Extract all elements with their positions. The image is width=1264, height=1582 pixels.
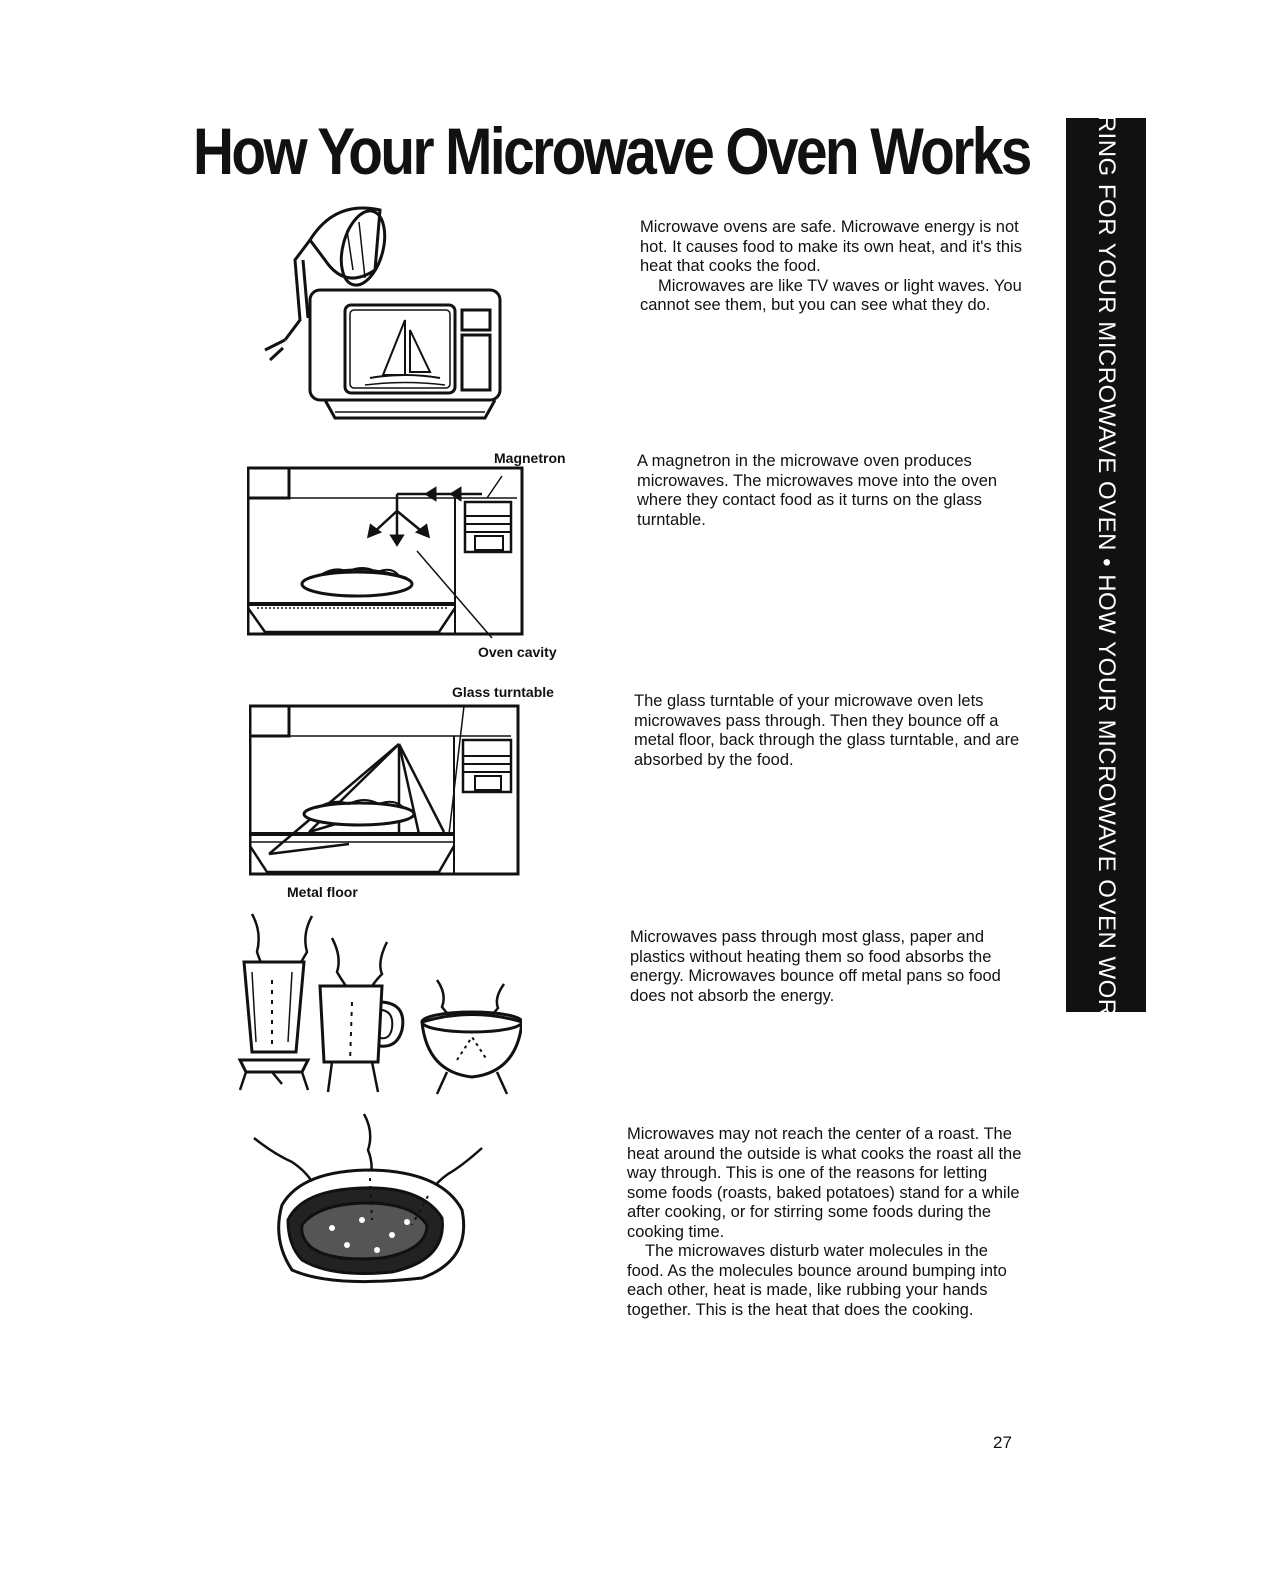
materials-paragraph: Microwaves pass through most glass, paper and plastics without heating them so food absorbs the energy. Microwaves bounce off metal pans so food does not absorb the energy. bbox=[630, 928, 1001, 1005]
roast-text bbox=[627, 1125, 1022, 1320]
lamp-tv-illustration bbox=[255, 200, 515, 430]
turntable-diagram bbox=[249, 704, 521, 878]
turntable-paragraph: The glass turntable of your microwave oven lets microwaves pass through. Then they bounce off a metal floor, back through the glass turntable, and are absorbed by the food. bbox=[634, 692, 1020, 769]
magnetron-paragraph: A magnetron in the microwave oven produces microwaves. The microwaves move into the oven where they contact food as it turns on the glass turntable. bbox=[637, 452, 998, 529]
containers-illustration bbox=[232, 912, 522, 1097]
glass-turntable-label: Glass turntable bbox=[452, 684, 554, 700]
magnetron-text bbox=[637, 452, 1032, 530]
roast-paragraph-2: The microwaves disturb water molecules in the food. As the molecules bounce around bumping into each other, heat is made, like rubbing your hands together. This is the heat that does the cooking. bbox=[627, 1242, 1007, 1319]
side-tab-label: CARING FOR YOUR MICROWAVE OVEN • HOW YOUR MICROWAVE OVEN WORKS bbox=[1093, 80, 1120, 1050]
intro-paragraph-1: Microwave ovens are safe. Microwave energy is not hot. It causes food to make its own heat, and it's this heat that cooks the food. bbox=[640, 218, 1022, 275]
materials-text bbox=[630, 928, 1025, 1006]
magnetron-diagram bbox=[247, 466, 527, 646]
oven-cavity-label: Oven cavity bbox=[478, 644, 557, 660]
turntable-text bbox=[634, 692, 1029, 770]
roast-paragraph-1: Microwaves may not reach the center of a roast. The heat around the outside is what cooks the roast all the way through. This is one of the reasons for letting some foods (roasts, baked potatoes) stand for a while after cooking, or for stirring some foods during the cooking time. bbox=[627, 1125, 1022, 1241]
metal-floor-label: Metal floor bbox=[287, 884, 358, 900]
page-number: 27 bbox=[993, 1433, 1012, 1452]
intro-text bbox=[640, 218, 1035, 316]
roast-illustration bbox=[252, 1110, 492, 1290]
section-side-tab bbox=[1066, 80, 1146, 1050]
page-title: How Your Microwave Oven Works bbox=[193, 114, 1030, 188]
intro-paragraph-2: Microwaves are like TV waves or light waves. You cannot see them, but you can see what they do. bbox=[640, 276, 1022, 314]
magnetron-label: Magnetron bbox=[494, 450, 566, 466]
